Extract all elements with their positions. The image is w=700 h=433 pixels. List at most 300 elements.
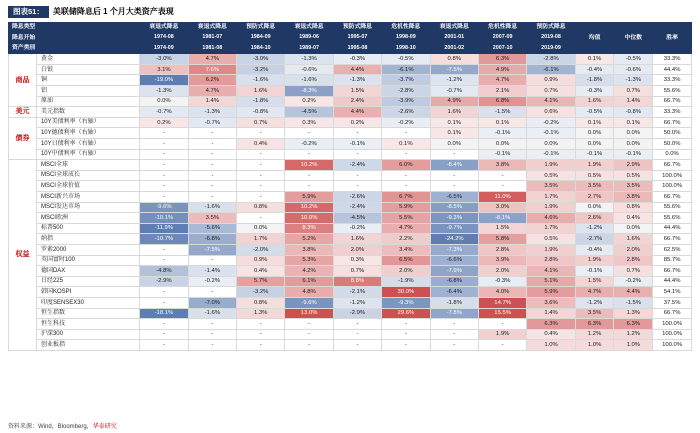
data-cell: 5.3%	[285, 255, 333, 266]
data-cell: 1.6%	[430, 107, 478, 118]
table-row	[9, 149, 692, 160]
data-cell: 66.7%	[653, 266, 692, 277]
data-cell: 5.7%	[237, 276, 285, 287]
data-cell: -1.2%	[575, 297, 614, 308]
row-label: MSCI全球价值	[36, 181, 139, 192]
data-cell: -1.8%	[575, 75, 614, 86]
data-cell: -0.5%	[575, 107, 614, 118]
data-cell: 0.4%	[614, 213, 653, 224]
data-cell: -	[140, 149, 188, 160]
data-cell: 1.5%	[478, 223, 526, 234]
data-cell: -	[285, 170, 333, 181]
header-cell-type-7: 衰退式降息	[430, 22, 478, 33]
data-cell: -7.9%	[430, 266, 478, 277]
data-cell: 0.3%	[285, 117, 333, 128]
data-cell: 2.2%	[382, 234, 430, 245]
data-cell: -2.8%	[527, 54, 575, 65]
data-cell: -0.7%	[140, 107, 188, 118]
data-cell: -1.5%	[478, 107, 526, 118]
header-cell-type-4: 衰退式降息	[285, 22, 333, 33]
data-cell: 4.7%	[382, 223, 430, 234]
data-cell: 1.9%	[527, 160, 575, 171]
data-cell: 1.6%	[575, 96, 614, 107]
header-cell-start-1: 1974-08	[140, 33, 188, 44]
header-cell-type-5: 预防式降息	[333, 22, 381, 33]
data-cell: -0.2%	[333, 223, 381, 234]
data-cell: 66.7%	[653, 308, 692, 319]
header-cell-type-6: 危机性降息	[382, 22, 430, 33]
data-cell: -	[140, 329, 188, 340]
data-cell: 0.7%	[614, 266, 653, 277]
data-cell: 44.4%	[653, 64, 692, 75]
header-cell-start-5: 1995-07	[333, 33, 381, 44]
data-cell: -1.3%	[333, 75, 381, 86]
data-cell: 6.3%	[527, 319, 575, 330]
data-cell: 4.4%	[333, 64, 381, 75]
data-cell: 2.9%	[614, 160, 653, 171]
data-cell: 0.0%	[430, 139, 478, 150]
data-cell: -4.8%	[140, 266, 188, 277]
table-row	[9, 213, 692, 224]
data-cell: 1.7%	[237, 234, 285, 245]
data-cell: 0.6%	[527, 107, 575, 118]
data-cell: 3.5%	[188, 213, 236, 224]
data-cell: -0.5%	[614, 54, 653, 65]
data-cell: 1.9%	[527, 244, 575, 255]
data-cell: -1.9%	[382, 276, 430, 287]
header-cell-cut-type: 降息类型	[9, 22, 140, 33]
data-cell: -0.2%	[285, 139, 333, 150]
data-cell: 3.5%	[614, 181, 653, 192]
data-cell: 2.6%	[575, 213, 614, 224]
data-cell: 10.2%	[285, 202, 333, 213]
data-cell: 100.0%	[653, 340, 692, 351]
data-cell: 0.2%	[333, 117, 381, 128]
data-cell: -1.2%	[333, 297, 381, 308]
table-row	[9, 54, 692, 65]
data-cell: 3.5%	[575, 181, 614, 192]
header-cell-start-2: 1981-07	[188, 33, 236, 44]
data-cell: 5.1%	[527, 276, 575, 287]
row-label: MSCI欧洲	[36, 213, 139, 224]
data-cell: -	[237, 213, 285, 224]
data-cell: 1.7%	[527, 223, 575, 234]
data-cell: -	[333, 170, 381, 181]
table-row	[9, 181, 692, 192]
data-cell: -0.6%	[614, 64, 653, 75]
data-cell: -	[382, 340, 430, 351]
data-cell: 0.8%	[430, 54, 478, 65]
table-row	[9, 160, 692, 171]
data-cell: -	[478, 181, 526, 192]
data-cell: -2.4%	[333, 202, 381, 213]
data-cell: 44.4%	[653, 223, 692, 234]
header-cell-end-6: 1998-10	[382, 43, 430, 54]
data-cell: 2.0%	[382, 266, 430, 277]
data-cell: 4.1%	[527, 266, 575, 277]
data-cell: 0.0%	[478, 139, 526, 150]
data-cell: -	[478, 319, 526, 330]
data-cell: -	[140, 287, 188, 298]
data-cell: -	[188, 149, 236, 160]
data-cell: 4.1%	[527, 96, 575, 107]
data-cell: 2.0%	[333, 244, 381, 255]
row-label: 恒生科技	[36, 319, 139, 330]
row-label: 原油	[36, 96, 139, 107]
table-row	[9, 202, 692, 213]
header-cell-start-7: 2001-01	[430, 33, 478, 44]
data-cell: -10.1%	[140, 213, 188, 224]
data-cell: 0.0%	[575, 202, 614, 213]
data-cell: 85.7%	[653, 255, 692, 266]
data-cell: -	[188, 255, 236, 266]
data-cell: 8.3%	[285, 223, 333, 234]
data-cell: 1.5%	[333, 86, 381, 97]
data-cell: 2.8%	[614, 255, 653, 266]
data-cell: -0.8%	[237, 107, 285, 118]
data-cell: -9.6%	[285, 297, 333, 308]
data-cell: 1.2%	[614, 329, 653, 340]
data-cell: -1.8%	[430, 297, 478, 308]
data-cell: -0.7%	[188, 117, 236, 128]
data-cell: 2.8%	[527, 255, 575, 266]
table-row	[9, 86, 692, 97]
data-cell: -24.2%	[430, 234, 478, 245]
data-cell: 3.0%	[478, 202, 526, 213]
data-cell: -2.7%	[575, 234, 614, 245]
data-cell: 66.7%	[653, 117, 692, 128]
data-cell: 100.0%	[653, 319, 692, 330]
data-cell: -	[237, 170, 285, 181]
data-cell: 55.6%	[653, 213, 692, 224]
data-cell: -6.5%	[430, 192, 478, 203]
data-cell: -	[333, 149, 381, 160]
data-cell: -0.7%	[430, 86, 478, 97]
data-cell: 6.8%	[478, 96, 526, 107]
data-cell: -0.2%	[382, 117, 430, 128]
data-cell: -	[382, 128, 430, 139]
data-cell: 1.3%	[237, 308, 285, 319]
data-cell: -7.3%	[430, 244, 478, 255]
asset-group-label: 债券	[9, 117, 37, 159]
data-cell: 0.0%	[575, 128, 614, 139]
row-label: MSCI新兴市场	[36, 192, 139, 203]
data-cell: -0.1%	[575, 266, 614, 277]
data-cell: -0.2%	[614, 276, 653, 287]
table-row	[9, 244, 692, 255]
data-cell: 7.6%	[188, 64, 236, 75]
data-cell: 4.4%	[333, 107, 381, 118]
data-cell: -1.5%	[614, 297, 653, 308]
data-cell: -7.5%	[430, 64, 478, 75]
table-row	[9, 266, 692, 277]
data-cell: 0.0%	[140, 96, 188, 107]
data-cell: 4.9%	[430, 96, 478, 107]
data-cell: -	[333, 329, 381, 340]
data-cell: 1.0%	[575, 340, 614, 351]
data-cell: -	[478, 340, 526, 351]
data-cell: 3.6%	[527, 297, 575, 308]
data-cell: 44.4%	[653, 276, 692, 287]
data-cell: -3.0%	[237, 54, 285, 65]
data-cell: -2.0%	[237, 244, 285, 255]
data-cell: 1.2%	[575, 329, 614, 340]
data-cell: 13.0%	[285, 308, 333, 319]
data-cell: -8.5%	[430, 202, 478, 213]
data-cell: 0.1%	[575, 54, 614, 65]
data-cell: -6.1%	[382, 64, 430, 75]
data-cell: -0.1%	[333, 139, 381, 150]
data-cell: 0.8%	[237, 202, 285, 213]
data-cell: -	[430, 170, 478, 181]
asset-group-label: 美元	[9, 107, 37, 118]
data-cell: -0.2%	[527, 117, 575, 128]
data-cell: 0.7%	[527, 86, 575, 97]
data-cell: -0.5%	[382, 54, 430, 65]
row-label: 10Y德债利率（右轴）	[36, 128, 139, 139]
data-cell: 1.0%	[614, 340, 653, 351]
header-cell-end-3: 1984-10	[237, 43, 285, 54]
header-row-type	[9, 22, 692, 33]
data-cell: 55.6%	[653, 202, 692, 213]
data-cell: 1.0%	[527, 340, 575, 351]
data-cell: 0.4%	[237, 139, 285, 150]
data-cell: -0.1%	[527, 128, 575, 139]
data-cell: -	[237, 149, 285, 160]
data-cell: -	[285, 319, 333, 330]
data-cell: 4.6%	[527, 213, 575, 224]
data-cell: 10.0%	[285, 213, 333, 224]
data-cell: 0.1%	[478, 117, 526, 128]
data-cell: 2.7%	[575, 192, 614, 203]
data-cell: -4.5%	[285, 107, 333, 118]
header-cell-end-8: 2007-10	[478, 43, 526, 54]
data-cell: 30.0%	[382, 287, 430, 298]
figure-number: 图表51：	[8, 6, 49, 18]
header-cell-end-4: 1989-07	[285, 43, 333, 54]
header-cell-start-8: 2007-09	[478, 33, 526, 44]
data-cell: 4.7%	[188, 54, 236, 65]
data-cell: 2.8%	[478, 244, 526, 255]
data-cell: 4.4%	[614, 287, 653, 298]
data-cell: -8.4%	[430, 160, 478, 171]
data-cell: -3.2%	[237, 64, 285, 75]
table-row	[9, 128, 692, 139]
data-cell: 15.5%	[478, 308, 526, 319]
row-label: 黄金	[36, 54, 139, 65]
data-cell: -	[333, 128, 381, 139]
data-cell: -	[140, 255, 188, 266]
data-cell: 0.7%	[614, 86, 653, 97]
data-cell: 0.2%	[140, 117, 188, 128]
data-cell: -	[430, 319, 478, 330]
data-cell: 0.0%	[575, 139, 614, 150]
data-cell: 1.7%	[527, 192, 575, 203]
data-cell: 0.9%	[527, 75, 575, 86]
data-cell: -6.4%	[430, 287, 478, 298]
table-row	[9, 75, 692, 86]
data-cell: -2.9%	[140, 276, 188, 287]
data-cell: -	[188, 319, 236, 330]
header-cell-median: 中位数	[614, 22, 653, 54]
data-cell: 0.5%	[575, 170, 614, 181]
row-label: 印度SENSEX30	[36, 297, 139, 308]
data-cell: 6.0%	[382, 160, 430, 171]
data-cell: -	[140, 297, 188, 308]
figure-title-row	[8, 6, 692, 18]
data-cell: -0.1%	[478, 149, 526, 160]
data-cell: -	[237, 160, 285, 171]
data-cell: -19.0%	[140, 75, 188, 86]
data-cell: -	[140, 160, 188, 171]
table-row	[9, 117, 692, 128]
data-cell: 6.3%	[614, 319, 653, 330]
data-cell: -8.1%	[478, 213, 526, 224]
data-cell: -	[140, 170, 188, 181]
data-cell: -0.1%	[575, 149, 614, 160]
data-cell: -	[430, 340, 478, 351]
data-cell: -	[237, 340, 285, 351]
data-cell: -	[430, 329, 478, 340]
data-cell: 1.9%	[575, 255, 614, 266]
data-cell: 3.5%	[527, 181, 575, 192]
data-cell: 3.8%	[478, 160, 526, 171]
data-cell: 5.9%	[527, 287, 575, 298]
data-cell: 0.5%	[527, 170, 575, 181]
row-label: MSCI发达市场	[36, 202, 139, 213]
data-cell: 0.0%	[527, 139, 575, 150]
header-cell-winrate: 胜率	[653, 22, 692, 54]
data-cell: -5.6%	[188, 223, 236, 234]
row-label: 恒生指数	[36, 308, 139, 319]
data-cell: 5.5%	[382, 213, 430, 224]
data-cell: -	[188, 287, 236, 298]
data-cell: 0.2%	[285, 96, 333, 107]
data-cell: 5.9%	[285, 192, 333, 203]
data-cell: 1.4%	[188, 96, 236, 107]
data-cell: 8.8%	[333, 276, 381, 287]
row-label: MSCI全球成长	[36, 170, 139, 181]
data-cell: -1.4%	[188, 266, 236, 277]
header-cell-end-7: 2001-02	[430, 43, 478, 54]
data-cell: 4.7%	[478, 75, 526, 86]
data-cell: -	[382, 181, 430, 192]
header-cell-asset-class: 资产类别	[9, 43, 140, 54]
asset-performance-table	[8, 22, 692, 351]
data-cell: 3.8%	[614, 192, 653, 203]
data-cell: -	[188, 128, 236, 139]
data-cell: 29.6%	[382, 308, 430, 319]
data-cell: -	[140, 192, 188, 203]
row-label: 韩国KOSPI	[36, 287, 139, 298]
data-cell: -	[285, 149, 333, 160]
data-cell: -9.6%	[140, 202, 188, 213]
row-label: 铜	[36, 75, 139, 86]
row-label: 10Y中债利率（右轴）	[36, 149, 139, 160]
table-row	[9, 255, 692, 266]
row-label: 沪深300	[36, 329, 139, 340]
data-cell: -	[333, 340, 381, 351]
header-cell-type-1: 衰退式降息	[140, 22, 188, 33]
source-prefix: 资料来源：Wind，Bloomberg，	[8, 424, 93, 430]
data-cell: -2.8%	[382, 86, 430, 97]
data-cell: -	[188, 170, 236, 181]
header-cell-end-9: 2019-09	[527, 43, 575, 54]
data-cell: -6.1%	[527, 64, 575, 75]
data-cell: -1.6%	[237, 75, 285, 86]
header-cell-end-1: 1974-09	[140, 43, 188, 54]
asset-group-label: 商品	[9, 54, 37, 107]
data-cell: -9.3%	[430, 213, 478, 224]
data-cell: 5.2%	[285, 234, 333, 245]
table-row	[9, 223, 692, 234]
data-cell: -2.1%	[333, 287, 381, 298]
data-cell: 0.0%	[653, 149, 692, 160]
row-label: 标普500	[36, 223, 139, 234]
data-cell: -	[382, 329, 430, 340]
data-cell: -8.3%	[285, 86, 333, 97]
table-row	[9, 297, 692, 308]
data-cell: 0.4%	[237, 266, 285, 277]
data-cell: 0.0%	[614, 128, 653, 139]
data-cell: 1.3%	[614, 308, 653, 319]
data-cell: -	[188, 160, 236, 171]
table-row	[9, 329, 692, 340]
data-cell: -	[140, 340, 188, 351]
data-cell: -	[188, 181, 236, 192]
row-label: 白银	[36, 64, 139, 75]
data-cell: -0.4%	[575, 64, 614, 75]
data-cell: 0.5%	[527, 234, 575, 245]
data-cell: 66.7%	[653, 160, 692, 171]
data-cell: -1.6%	[285, 75, 333, 86]
data-cell: 100.0%	[653, 181, 692, 192]
data-cell: -7.0%	[188, 297, 236, 308]
data-cell: 4.9%	[478, 64, 526, 75]
data-cell: -6.8%	[430, 276, 478, 287]
row-label: 美元指数	[36, 107, 139, 118]
data-cell: -	[237, 128, 285, 139]
data-cell: 1.6%	[333, 234, 381, 245]
data-cell: -0.1%	[614, 149, 653, 160]
table-row	[9, 192, 692, 203]
data-cell: 0.8%	[614, 202, 653, 213]
data-cell: -0.1%	[527, 149, 575, 160]
data-cell: -1.2%	[575, 223, 614, 234]
data-cell: -	[285, 128, 333, 139]
data-cell: -	[188, 139, 236, 150]
data-cell: 2.4%	[333, 96, 381, 107]
data-cell: 1.6%	[614, 234, 653, 245]
data-cell: 4.7%	[575, 287, 614, 298]
data-cell: 0.9%	[237, 255, 285, 266]
data-cell: -2.6%	[333, 192, 381, 203]
header-cell-end-2: 1981-08	[188, 43, 236, 54]
data-cell: -0.1%	[478, 128, 526, 139]
data-cell: 0.4%	[527, 329, 575, 340]
data-cell: 3.4%	[382, 244, 430, 255]
data-cell: 0.1%	[430, 117, 478, 128]
data-cell: -0.3%	[575, 86, 614, 97]
data-cell: 5.9%	[382, 202, 430, 213]
data-cell: -1.6%	[188, 202, 236, 213]
asset-group-label: 权益	[9, 160, 37, 351]
data-cell: 33.3%	[653, 54, 692, 65]
header-cell-start-6: 1998-09	[382, 33, 430, 44]
data-cell: -1.3%	[614, 75, 653, 86]
data-cell: 3.5%	[575, 308, 614, 319]
header-cell-mean: 均值	[575, 22, 614, 54]
